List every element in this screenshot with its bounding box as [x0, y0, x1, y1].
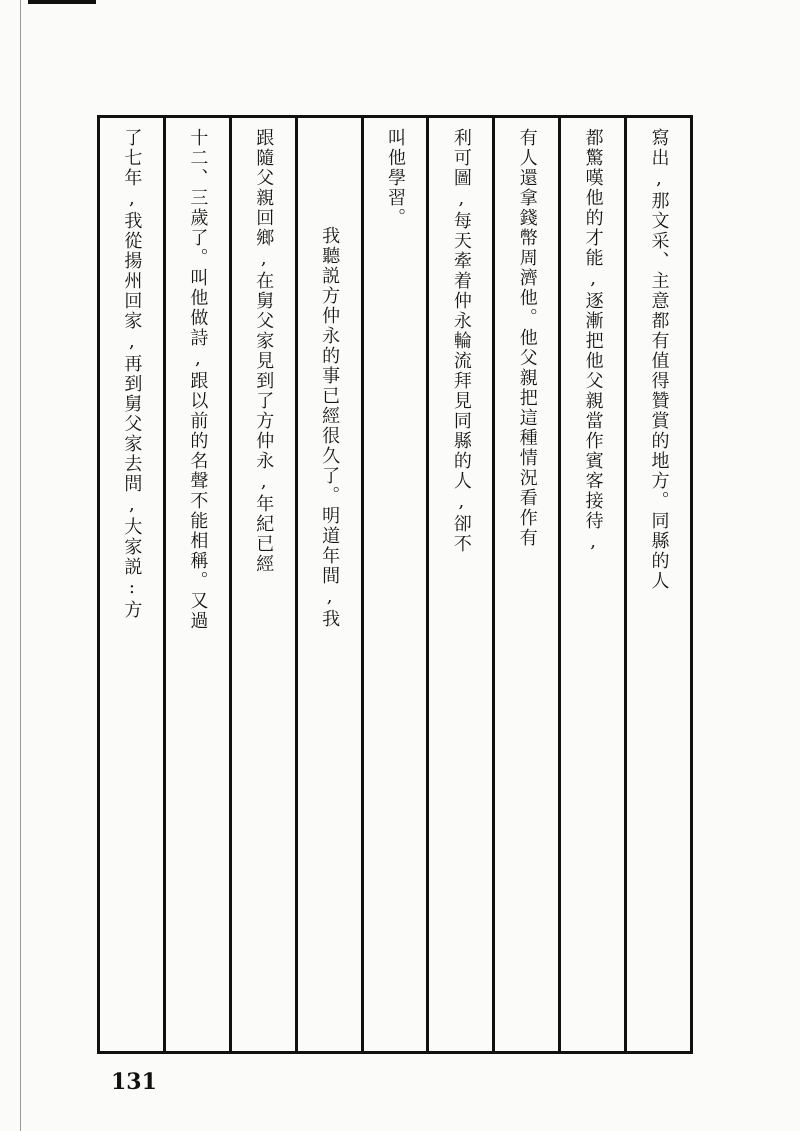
manuscript-column — [558, 118, 624, 1051]
manuscript-frame — [97, 115, 693, 1054]
column-text: 了七年,我從揚州回家,再到舅父家去問,大家説:方 — [121, 128, 143, 620]
column-text: 叫他學習。 — [384, 128, 406, 228]
column-text: 都驚嘆他的才能,逐漸把他父親當作賓客接待, — [582, 128, 604, 554]
manuscript-column — [492, 118, 558, 1051]
page-number: 131 — [111, 1069, 157, 1095]
manuscript-column — [624, 118, 690, 1051]
column-text: 利可圖,每天牽着仲永輪流拜見同縣的人,卻不 — [450, 128, 472, 554]
manuscript-column — [361, 118, 427, 1051]
column-text: 跟隨父親回鄉,在舅父家見到了方仲永,年紀已經 — [253, 128, 275, 574]
binding-line — [20, 0, 21, 1131]
column-text: 寫出,那文采、主意都有值得贊賞的地方。同縣的人 — [648, 128, 670, 591]
manuscript-column — [426, 118, 492, 1051]
column-text: 我聽説方仲永的事已經很久了。明道年間,我 — [319, 226, 341, 629]
corner-mark — [28, 0, 96, 4]
manuscript-column — [163, 118, 229, 1051]
manuscript-column — [229, 118, 295, 1051]
manuscript-column — [295, 118, 361, 1051]
column-text: 十二、三歲了。叫他做詩,跟以前的名聲不能相稱。又過 — [187, 128, 209, 631]
manuscript-column — [100, 118, 163, 1051]
column-text: 有人還拿錢幣周濟他。他父親把這種情況看作有 — [516, 128, 538, 548]
